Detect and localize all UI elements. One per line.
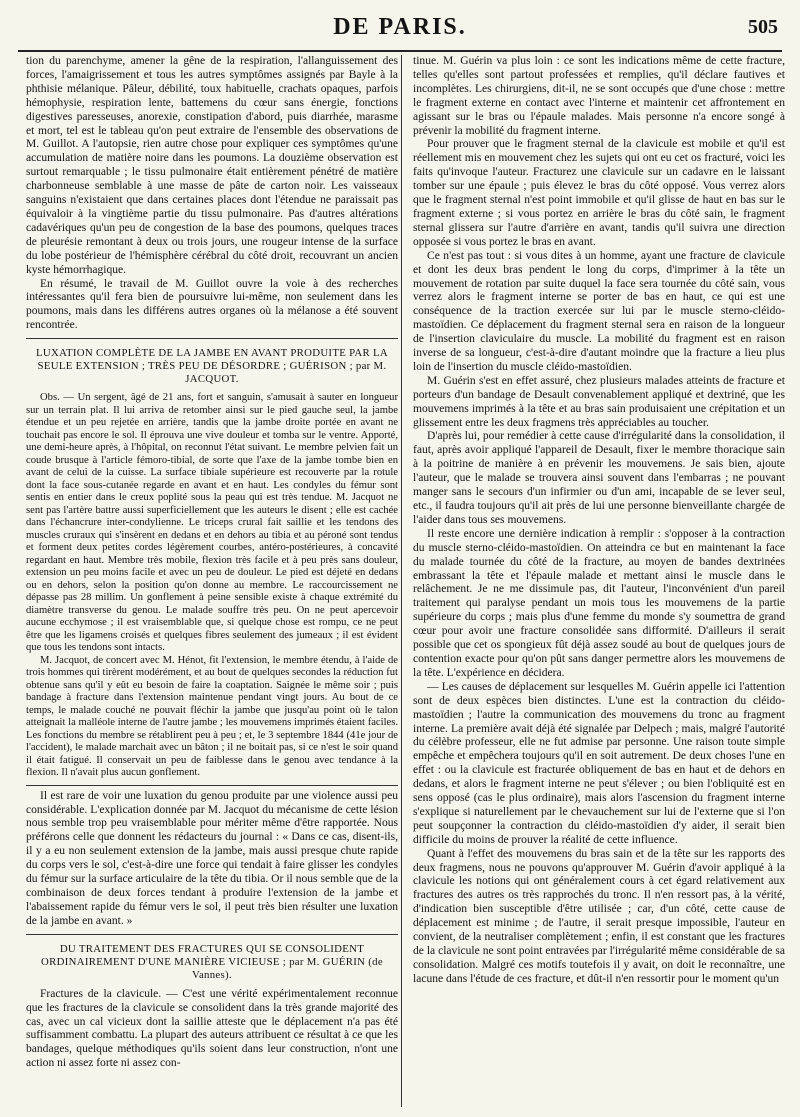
right-column <box>413 55 785 1109</box>
page-header <box>18 8 782 48</box>
paragraph: En résumé, le travail de M. Guillot ouvre la voie à des recherches intéressantes qu'il fera bien de poursuivre lui-même, non seulement dans les poumons, mais dans les différens autres organes où la mélanose a été souvent rencontrée. <box>26 277 398 332</box>
paragraph: D'après lui, pour remédier à cette cause d'irrégularité dans la consolidation, il faut, après avoir appliqué l'appareil de Desault, fixer le membre thoracique sain à la poitrine de manière à en prévenir les mouvemens. Je sais bien, ajoute l'auteur, que le malade se trouvera ainsi souvent dans l'embarras ; ne pouvant manger sans le secours d'un infirmier ou d'un ami, incapable de se lever seul, etc., il faudra toujours qu'il ait près de lui une personne bienveillante chargée de l'aider dans tous ses mouvemens. <box>413 430 785 526</box>
header-rule <box>18 50 782 52</box>
section-separator <box>26 934 398 935</box>
observation-paragraph: Obs. — Un sergent, âgé de 21 ans, fort et sanguin, s'amusait à sauter en longueur sur un terrain plat. Il lui arriva de retomber ainsi sur le pied gauche seul, la jambe étendue et un peu rejetée en arrière, tandis que la jambe droite portée en avant ne touchait pas encore le sol. Il éprouva une vive douleur et tomba sur le ventre. Apporté, une demi-heure après, à l'hôpital, on reconnut l'état suivant. Le membre pelvien fait un coude brusque à l'article fémoro-tibial, de sorte que l'axe de la jambe tombe bien en avant de celui de la cuisse. La surface tibiale supérieure est recouverte par la rotule dont la face sous-cutanée regarde en avant et en haut. Les condyles du fémur sont sentis en entier dans le creux poplité sous la peau qui est très tendue. M. Jacquot ne sent pas l'artère battre aussi superficiellement que les auteurs le disent ; elle est cachée dans l'échancrure inter-condylienne. Le triceps crural fait saillie et les tendons des muscles cruraux qui s'insèrent en dedans et en dehors au tibia et au péroné sont tendus et forment deux petites cordes légèrement courbes, antéro-postérieures, à concavité regardant en haut. Membre très mobile, flexion très facile et à peu près sans douleur, extension un peu moins facile et avec un peu de douleur. Le pied est déjeté en dedans ou en dehors, selon la position qu'on donne au membre. Le raccourcissement ne dépasse pas 28 millim. Un gonflement à peine sensible existe à chaque extrémité du diamètre transverse du genou. Le malade souffre très peu. On ne peut apercevoir aucune ecchymose ; il est vraisemblable que, si quelque chose est rompu, ce ne peut être que les ligamens croisés et quelques fibres seulement des jumeaux ; il est évident que tous les tendons sont intacts. <box>26 392 398 654</box>
paragraph: M. Guérin s'est en effet assuré, chez plusieurs malades atteints de fracture et porteurs d'un bandage de Desault convenablement appliqué et dextriné, que les mouvemens imprimés à la tête et au bras sain produisaient une crépitation et un glissement entre les deux fragmens très appréciables au toucher. <box>413 374 785 429</box>
paragraph: — Les causes de déplacement sur lesquelles M. Guérin appelle ici l'attention sont de deux espèces bien distinctes. L'une est la contraction du cléido-mastoïdien ; l'autre la communication des mouvemens du tronc au fragment interne. La première avait déjà été signalée par Delpech ; mais, malgré l'autorité du célèbre professeur, elle ne fut admise par personne. Une raison toute simple empêche et empêchera toujours qu'il en soit autrement. De deux choses l'une en effet : ou la clavicule est fracturée obliquement de bas en haut et de dehors en dedans, et alors le fragment interne ne peut s'élever ; ou bien l'obliquité est en sens opposé (cas le plus ordinaire), mais alors l'ascension du fragment interne s'explique si naturellement par le chevauchement sur lui de l'externe que si l'on peut soupçonner la contraction du cléido-mastoïdien d'y aider, il serait bien difficile du moins de prouver la réalité de cette influence. <box>413 680 785 846</box>
section-separator <box>26 785 398 786</box>
column-divider <box>401 55 402 1107</box>
observation-paragraph: M. Jacquot, de concert avec M. Hénot, fit l'extension, le membre étendu, à l'aide de trois hommes qui tirèrent modérément, et au bout de quelques secondes la réduction fut obtenue sans qu'il y eût eu besoin de faire la coaptation. Saignée le même soir ; puis bandage à fracture dans l'extension maintenue pendant vingt jours. Au bout de ce temps, le malade couché ne pouvait fléchir la jambe que jusqu'au point où le talon atteignait la malléole interne de l'autre jambe ; les mouvemens imprimés étaient faciles. Les fonctions du membre se rétablirent peu à peu ; et, le 3 septembre 1844 (41e jour de l'accident), le malade marchait avec un bâton ; il ne boitait pas, si ce n'est le soir quand il était fatigué. Il conservait un peu de faiblesse dans le genou avec tendance à la flexion. Il n'avait plus aucun gonflement. <box>26 654 398 779</box>
page-number: 505 <box>748 16 778 38</box>
paragraph: tion du parenchyme, amener la gêne de la respiration, l'allanguissement des forces, l'amaigrissement et tous les autres symptômes assignés par Bayle à la phthisie mélanique. Pâleur, débilité, toux habituelle, crachats opaques, parfois hémophysie, respiration lente, battemens du cœur sans énergie, fonctions digestives paresseuses, anorexie, constipation d'abord, puis diarrhée, marasme et mort, tel est le tableau qu'on peut extraire de l'ensemble des observations de M. Guillot. A l'autopsie, rien autre chose pour expliquer ces symptômes qu'une accumulation de matière noire dans les poumons. La douzième observation est surtout remarquable ; le tissu pulmonaire était entièrement pénétré de matière charbonneuse semblable à une masse de pâte de carton noir. Les vaisseaux sanguins n'existaient que dans certaines places dont l'étendue ne paraissait pas équivaloir à la vingtième partie du tissu pulmonaire. Pas d'autres altérations cadavériques qu'un peu de congestion de la base des poumons, quelques traces de pleurésie remontant à deux ou trois jours, une rougeur intense de la surface du lobe postérieur de l'hémisphère cérébral du côté droit, recouvrant un ancien kyste hémorrhagique. <box>26 55 398 276</box>
running-title: DE PARIS. <box>333 14 467 40</box>
section-separator <box>26 338 398 339</box>
paragraph: Pour prouver que le fragment sternal de la clavicule est mobile et qu'il est réellement mis en mouvement chez les sujets qui ont eu cet os fracturé, voici les faits qu'invoque l'auteur. Fracturez une clavicule sur un cadavre en le laissant tomber sur une épaule ; puis élevez le bras du côté opposé. Vous verrez alors que le fragment sternal n'est point immobile et qu'il glisse de haut en bas sur le fragment externe ; si vous portez en arrière le bras du côté sain, le fragment sternal glissera sur l'autre d'arrière en avant, tandis qu'il suivra une direction opposée si vous portez le bras en avant. <box>413 138 785 248</box>
paragraph: Il est rare de voir une luxation du genou produite par une violence aussi peu considérable. L'explication donnée par M. Jacquot du mécanisme de cette lésion nous semble trop peu vraisemblable pour mériter même d'être rapportée. Nous préférons celle que donnent les rédacteurs du journal : « Dans ce cas, disent-ils, il y a eu non seulement extension de la jambe, mais aussi presque chute rapide du corps vers le sol, c'est-à-dire une force qui tendait à faire glisser les condyles du fémur sur la surface articulaire de la tête du tibia. Or il nous semble que de la combinaison de deux forces tendant à produire l'extension de la jambe et l'abaissement rapide du fémur vers le sol, il peut très bien résulter une luxation de la jambe en avant. » <box>26 789 398 927</box>
paragraph: Ce n'est pas tout : si vous dites à un homme, ayant une fracture de clavicule et dont les deux bras pendent le long du corps, d'imprimer à la tête un mouvement de rotation par suite duquel la face sera tournée du côté sain, vous verrez alors le fragment interne se porter de bas en haut, ce qui est une conséquence de la traction exercée sur lui par le muscle sterno-cléido-mastoïdien. Ce déplacement du fragment sternal sera en raison de la longueur de l'insertion claviculaire du muscle. La mobilité du fragment est en raison inverse de sa longueur, c'est-à-dire d'autant moindre que la fracture a lieu plus loin de l'insertion du muscle cléido-mastoïdien. <box>413 249 785 373</box>
article-heading: LUXATION COMPLÈTE DE LA JAMBE EN AVANT PRODUITE PAR LA SEULE EXTENSION ; TRÈS PEU DE DÉSORDRE ; GUÉRISON ; par M. JACQUOT. <box>35 347 389 386</box>
left-column <box>26 55 398 1109</box>
article-heading: DU TRAITEMENT DES FRACTURES QUI SE CONSOLIDENT ORDINAIREMENT D'UNE MANIÈRE VICIEUSE ; par M. GUÉRIN (de Vannes). <box>41 942 383 981</box>
paragraph: tinue. M. Guérin va plus loin : ce sont les indications même de cette fracture, telles qu'elles sont partout professées et remplies, qu'il déclare fautives et incomplètes. Les chirurgiens, dit-il, ne se sont occupés que d'une chose : mettre le fragment externe en contact avec l'interne et maintenir cet affrontement en agissant sur le bras ou l'épaule malades. Mais personne n'a encore songé à prévenir la mobilité du fragment interne. <box>413 55 785 137</box>
paragraph: Fractures de la clavicule. — C'est une vérité expérimentalement reconnue que les fractures de la clavicule se consolident dans la très grande majorité des cas, avec un cal vicieux dont la saillie atteste que le déplacement n'a pas été suffisamment combattu. La plupart des auteurs attribuent ce résultat à ce que les bandages, quelque méthodiques qu'ils soient dans leur construction, n'ont une action ni assez forte ni assez con- <box>26 987 398 1070</box>
paragraph: Quant à l'effet des mouvemens du bras sain et de la tête sur les rapports des deux fragmens, nous ne pouvons qu'approuver M. Guérin d'avoir appliqué à la clavicule les notions qui ont généralement cours à cet égard relativement aux fractures des autres os très rapprochés du tronc. Il n'en ressort pas, à la vérité, d'indication bien susceptible d'être utilisée ; car, d'un côté, cette cause de déplacement est minime ; de l'autre, il serait presque impossible, l'auteur en convient, de la neutraliser complètement ; enfin, il est constant que les fractures de la clavicule ne sont point entravées par l'irrégularité même considérable de sa consolidation. Malgré ces motifs toutefois il y avait, on doit le reconnaître, une lacune dans l'étude de ces fracture, et dût-il n'en ressortir pour le moment qu'un <box>413 847 785 985</box>
paragraph: Il reste encore une dernière indication à remplir : s'opposer à la contraction du muscle sterno-cléido-mastoïdien. On atteindra ce but en maintenant la face du malade tournée du côté de la fracture, au moyen de bandes dextrinées embrassant la tête et l'épaule malade et mettant ainsi le muscle dans le relâchement. Je ne me dissimule pas, dit l'auteur, l'inconvénient d'un pareil traitement qui paralyse pendant un mois tous les mouvemens de la partie supérieure du corps ; mais plus d'une femme du monde s'y soumettra de grand cœur pour avoir une fracture consolidée sans difformité. D'ailleurs il serait possible que cet os spongieux fût déjà assez soudé au bout de quelques jours de contention exacte pour qu'on pût sans danger permettre alors les mouvemens de la tête. L'expérience en décidera. <box>413 527 785 679</box>
